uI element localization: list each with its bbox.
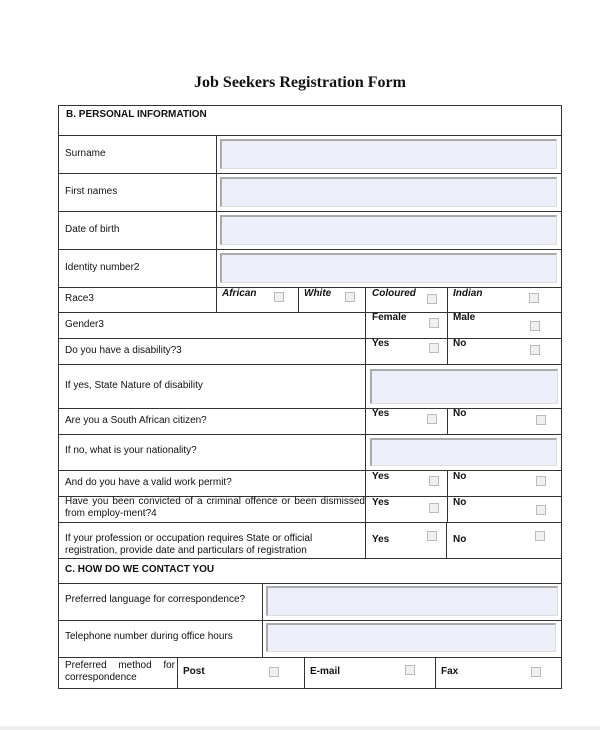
gender-male-checkbox[interactable] (530, 321, 540, 331)
convicted-yes-checkbox[interactable] (429, 503, 439, 513)
disability-yes-label: Yes (372, 338, 390, 349)
convicted-label: Have you been convicted of a criminal offence or been dismissed from employ-ment?4 (65, 496, 365, 519)
registration-yes-checkbox[interactable] (427, 531, 437, 541)
method-post-checkbox[interactable] (269, 667, 279, 677)
dob-label: Date of birth (65, 224, 120, 235)
permit-yes-checkbox[interactable] (429, 476, 439, 486)
race-white-checkbox[interactable] (345, 292, 355, 302)
first-names-input[interactable] (220, 177, 557, 207)
gender-female-checkbox[interactable] (429, 318, 439, 328)
disability-nature-label: If yes, State Nature of disability (65, 380, 203, 391)
citizen-yes-label: Yes (372, 408, 390, 419)
method-label: Preferred method for correspondence (65, 660, 175, 683)
registration-yes-label: Yes (372, 534, 390, 545)
permit-no-label: No (453, 471, 467, 482)
dob-input[interactable] (220, 215, 557, 245)
surname-label: Surname (65, 148, 106, 159)
permit-label: And do you have a valid work permit? (65, 477, 232, 488)
race-label: Race3 (65, 293, 94, 304)
page-title: Job Seekers Registration Form (194, 74, 406, 91)
disability-yes-checkbox[interactable] (429, 343, 439, 353)
citizen-no-label: No (453, 408, 467, 419)
disability-label: Do you have a disability?3 (65, 345, 182, 356)
registration-no-checkbox[interactable] (535, 531, 545, 541)
method-option-email: E-mail (310, 666, 341, 677)
disability-no-checkbox[interactable] (530, 345, 540, 355)
method-fax-checkbox[interactable] (531, 667, 541, 677)
disability-nature-input[interactable] (370, 369, 558, 404)
section-b-title: B. PERSONAL INFORMATION (66, 109, 207, 120)
gender-option-female: Female (372, 312, 407, 323)
method-option-fax: Fax (441, 666, 459, 677)
race-coloured-checkbox[interactable] (427, 294, 437, 304)
id-label: Identity number2 (65, 262, 140, 273)
section-c-title: C. HOW DO WE CONTACT YOU (65, 564, 215, 575)
telephone-input[interactable] (266, 623, 556, 652)
surname-input[interactable] (220, 139, 557, 169)
race-option-white: White (304, 288, 332, 299)
race-indian-checkbox[interactable] (529, 293, 539, 303)
race-option-african: African (222, 288, 257, 299)
registration-label: If your profession or occupation requires State or official registration, provide date and particulars of registration (65, 533, 313, 556)
gender-label: Gender3 (65, 319, 104, 330)
language-label: Preferred language for correspondence? (65, 594, 246, 605)
disability-no-label: No (453, 338, 467, 349)
citizen-yes-checkbox[interactable] (427, 414, 437, 424)
id-input[interactable] (220, 253, 557, 283)
gender-option-male: Male (453, 312, 476, 323)
first-names-label: First names (65, 186, 118, 197)
method-option-post: Post (183, 666, 205, 677)
language-input[interactable] (266, 586, 558, 616)
convicted-no-checkbox[interactable] (536, 505, 546, 515)
method-email-checkbox[interactable] (405, 665, 415, 675)
citizen-no-checkbox[interactable] (536, 415, 546, 425)
permit-no-checkbox[interactable] (536, 476, 546, 486)
convicted-no-label: No (453, 497, 467, 508)
gender-label-cell (58, 312, 366, 339)
permit-yes-label: Yes (372, 471, 390, 482)
nationality-label: If no, what is your nationality? (65, 445, 197, 456)
race-african-checkbox[interactable] (274, 292, 284, 302)
nationality-input[interactable] (370, 438, 557, 466)
race-option-coloured: Coloured (372, 288, 416, 299)
page-bottom-edge (0, 726, 600, 730)
citizen-label: Are you a South African citizen? (65, 415, 207, 426)
telephone-label: Telephone number during office hours (65, 631, 233, 642)
convicted-yes-label: Yes (372, 497, 390, 508)
registration-no-label: No (453, 534, 467, 545)
race-option-indian: Indian (453, 288, 483, 299)
